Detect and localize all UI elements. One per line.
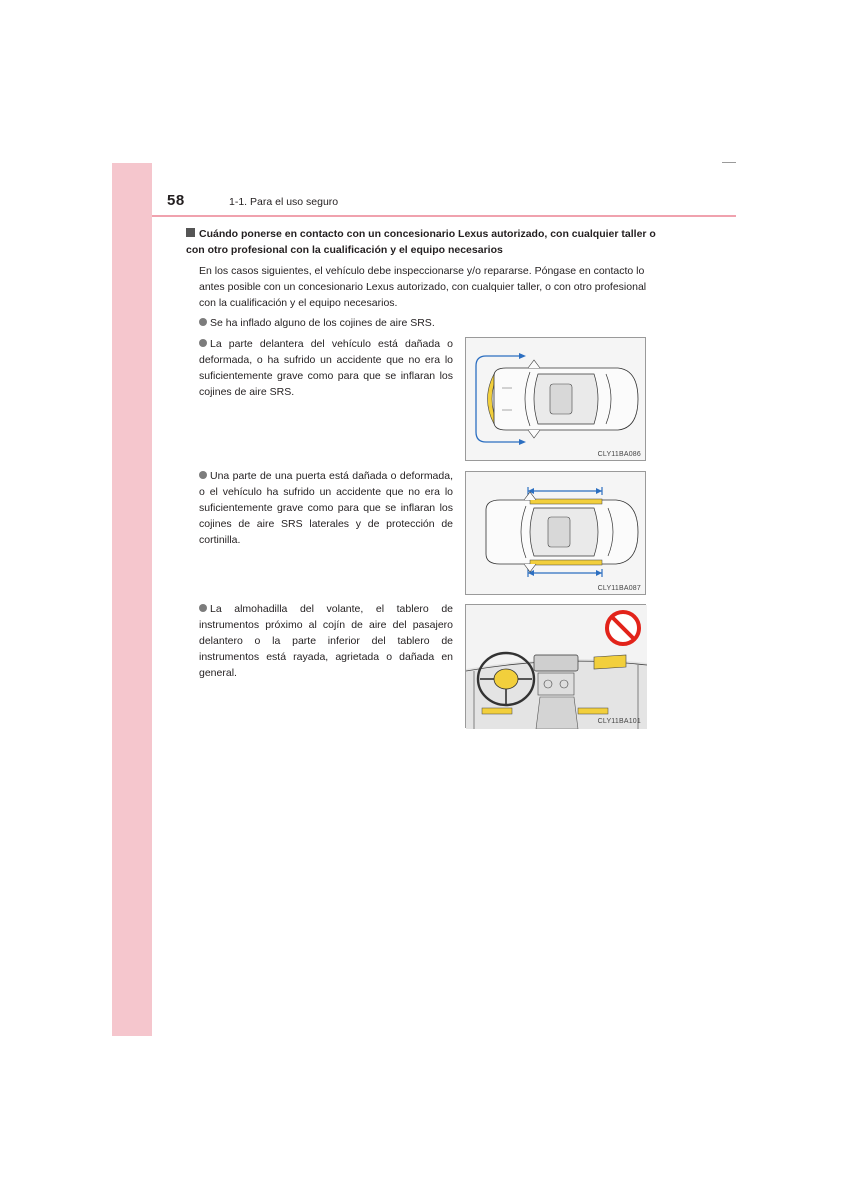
section-title: 1-1. Para el uso seguro [229, 196, 339, 208]
corner-mark [722, 162, 736, 163]
figure-dashboard-damage [465, 604, 646, 728]
figure-code: CLY11BA086 [597, 451, 641, 458]
figure-front-damage [465, 337, 646, 461]
figure-code: CLY11BA087 [597, 585, 641, 592]
dashboard-interior-icon [466, 605, 647, 729]
prohibition-icon [607, 612, 639, 644]
bullet-dot-icon [199, 471, 207, 479]
bullet-text: Una parte de una puerta está dañada o deformada, o el vehículo ha sufrido un accidente que no era lo suficientemente grave como para que se inflaran los cojines de aire SRS laterales y de protección de cortinilla. [199, 470, 453, 546]
header-rule [152, 215, 736, 217]
page-number: 58 [167, 192, 185, 209]
side-margin-band [112, 163, 152, 1036]
bullet-text: La almohadilla del volante, el tablero de instrumentos próximo al cojín de aire del pasajero delantero o la parte inferior del tablero de instrumentos está rayada, agrietada o dañada en general. [199, 603, 453, 679]
intro-paragraph: En los casos siguientes, el vehículo debe inspeccionarse y/o repararse. Póngase en contacto lo antes posible con un concesionario Lexus autorizado, con cualquier taller, o con otro profesional con la cualificación y el equipo necesarios. [199, 265, 647, 309]
bullet-dot-icon [199, 318, 207, 326]
heading-text: Cuándo ponerse en contacto con un concesionario Lexus autorizado, con cualquier taller o con otro profesional con la cualificación y el equipo necesarios [186, 228, 656, 256]
bullet-item [199, 601, 453, 681]
bullet-item [199, 315, 479, 331]
bullet-item [199, 468, 453, 548]
bullet-text: La parte delantera del vehículo está dañada o deformada, o ha sufrido un accidente que no era lo suficientemente grave como para que se inflaran los cojines de aire SRS. [199, 338, 453, 398]
car-top-view-side-icon [466, 472, 647, 596]
square-bullet-icon [186, 228, 195, 237]
section-heading [186, 227, 666, 258]
figure-code: CLY11BA101 [597, 718, 641, 725]
bullet-dot-icon [199, 604, 207, 612]
bullet-item [199, 336, 453, 400]
figure-side-damage [465, 471, 646, 595]
bullet-text: Se ha inflado alguno de los cojines de aire SRS. [210, 317, 435, 329]
car-top-view-icon [466, 338, 647, 462]
bullet-dot-icon [199, 339, 207, 347]
